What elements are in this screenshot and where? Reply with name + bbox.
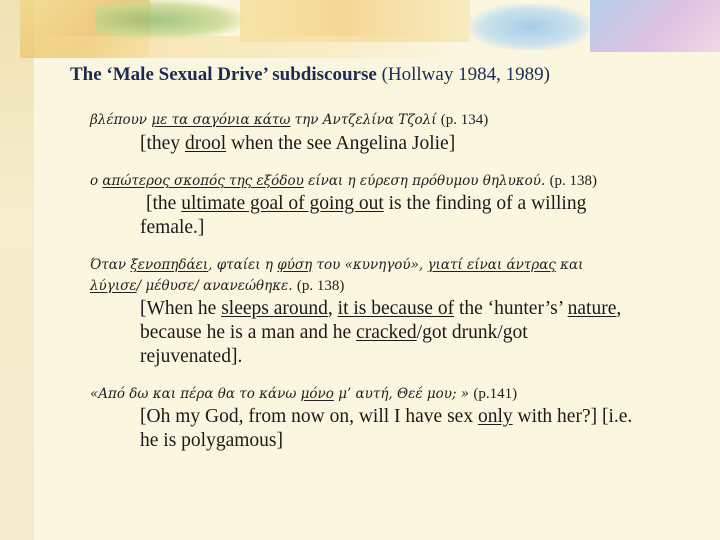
quote-1-english: [they drool when the see Angelina Jolie] (140, 133, 456, 154)
page-ref: (p.141) (473, 386, 518, 402)
slide-title (70, 64, 550, 86)
quote-3-english: [When he sleeps around, it is because of the ‘hunter’s’ nature, because he is a man and he cracked/got drunk/got rejuvenated]. (140, 298, 622, 367)
quote-2-english: [the ultimate goal of going out is the finding of a willing female.] (140, 193, 587, 238)
quote-1-greek: βλέπουν με τα σαγόνια κάτω την Αντζελίνα Τζολί (p. 134) (90, 112, 489, 128)
header-floral-banner (0, 0, 720, 60)
quote-4-english: [Oh my God, from now on, will I have sex only with her?] [i.e. he is polygamous] (140, 406, 633, 451)
quote-4-greek: «Από δω και πέρα θα το κάνω μόνο μ’ αυτή, Θεέ μου; » (p.141) (90, 386, 518, 402)
title-main: The ‘Male Sexual Drive’ subdiscourse (70, 64, 377, 85)
page-ref: (p. 134) (440, 112, 489, 128)
quote-2-greek: ο απώτερος σκοπός της εξόδου είναι η εύρεση πρόθυμου θηλυκού. (p. 138) (90, 173, 598, 189)
quote-3-greek: Όταν ξενοπηδάει, φταίει η φύση του «κυνηγού», γιατί είναι άντρας και λύγισε/ μέθυσε/ ανανεώθηκε. (p. 138) (90, 257, 584, 294)
left-decor-band (0, 0, 34, 540)
title-citation: (Hollway 1984, 1989) (381, 64, 550, 85)
page-ref: (p. 138) (296, 278, 345, 294)
page-ref: (p. 138) (549, 173, 598, 189)
